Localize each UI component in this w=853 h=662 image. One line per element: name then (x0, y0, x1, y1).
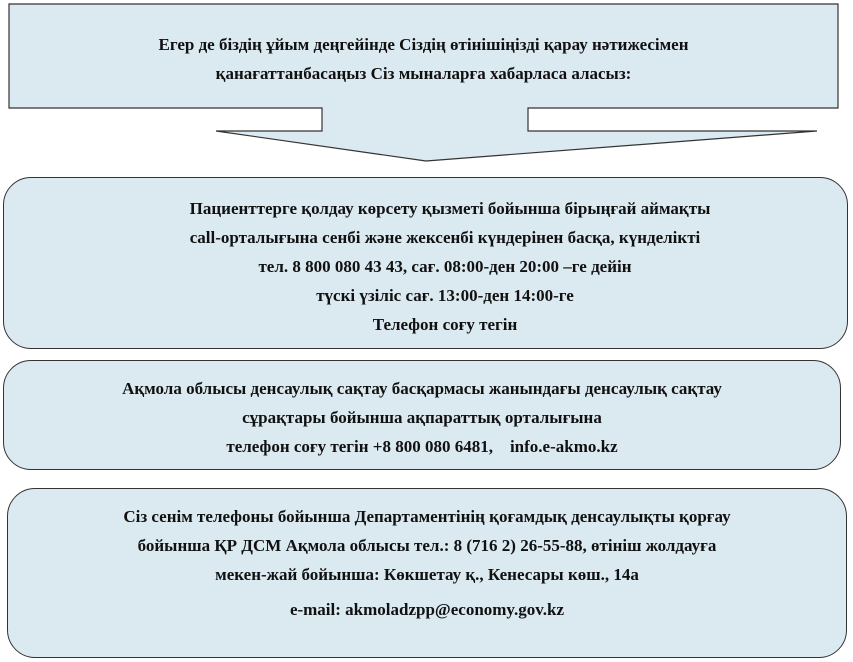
department-line-1: Сіз сенім телефоны бойынша Департаментінің қоғамдық денсаулықты қорғау (123, 507, 731, 526)
department-email[interactable]: e-mail: akmoladzpp@economy.gov.kz (289, 600, 565, 619)
info-center-line-2: сұрақтары бойынша ақпараттық орталығына (242, 408, 602, 427)
department-text (7, 502, 847, 624)
info-center-line-1: Ақмола облысы денсаулық сақтау басқармасы жанындағы денсаулық сақтау (122, 379, 722, 398)
call-center-phone: тел. 8 800 080 43 43, сағ. 08:00-ден 20:00 –ге дейін (258, 257, 632, 276)
call-center-text (40, 194, 850, 339)
call-center-line-1: Пациенттерге қолдау көрсету қызметі бойынша бірыңғай аймақты (189, 199, 711, 218)
header-line-1: Егер де біздің ұйым деңгейінде Сіздің өтінішіңізді қарау нәтижесімен (158, 35, 689, 54)
info-center-text (3, 374, 841, 461)
department-line-2: бойынша ҚР ДСМ Ақмола облысы тел.: 8 (716 2) 26-55-88, өтініш жолдауға (137, 536, 717, 555)
info-center-contact: телефон соғу тегін +8 800 080 6481, info.e-akmo.kz (226, 437, 618, 456)
header-text (9, 30, 838, 88)
call-center-free: Телефон соғу тегін (372, 315, 518, 334)
call-center-break: түскі үзіліс сағ. 13:00-ден 14:00-ге (316, 286, 574, 305)
department-address: мекен-жай бойынша: Көкшетау қ., Кенесары көш., 14а (215, 565, 639, 584)
header-line-2: қанағаттанбасаңыз Сіз мыналарға хабарласа аласыз: (215, 64, 632, 83)
call-center-line-2: call-орталығына сенбі және жексенбі күндерінен басқа, күнделікті (189, 228, 701, 247)
